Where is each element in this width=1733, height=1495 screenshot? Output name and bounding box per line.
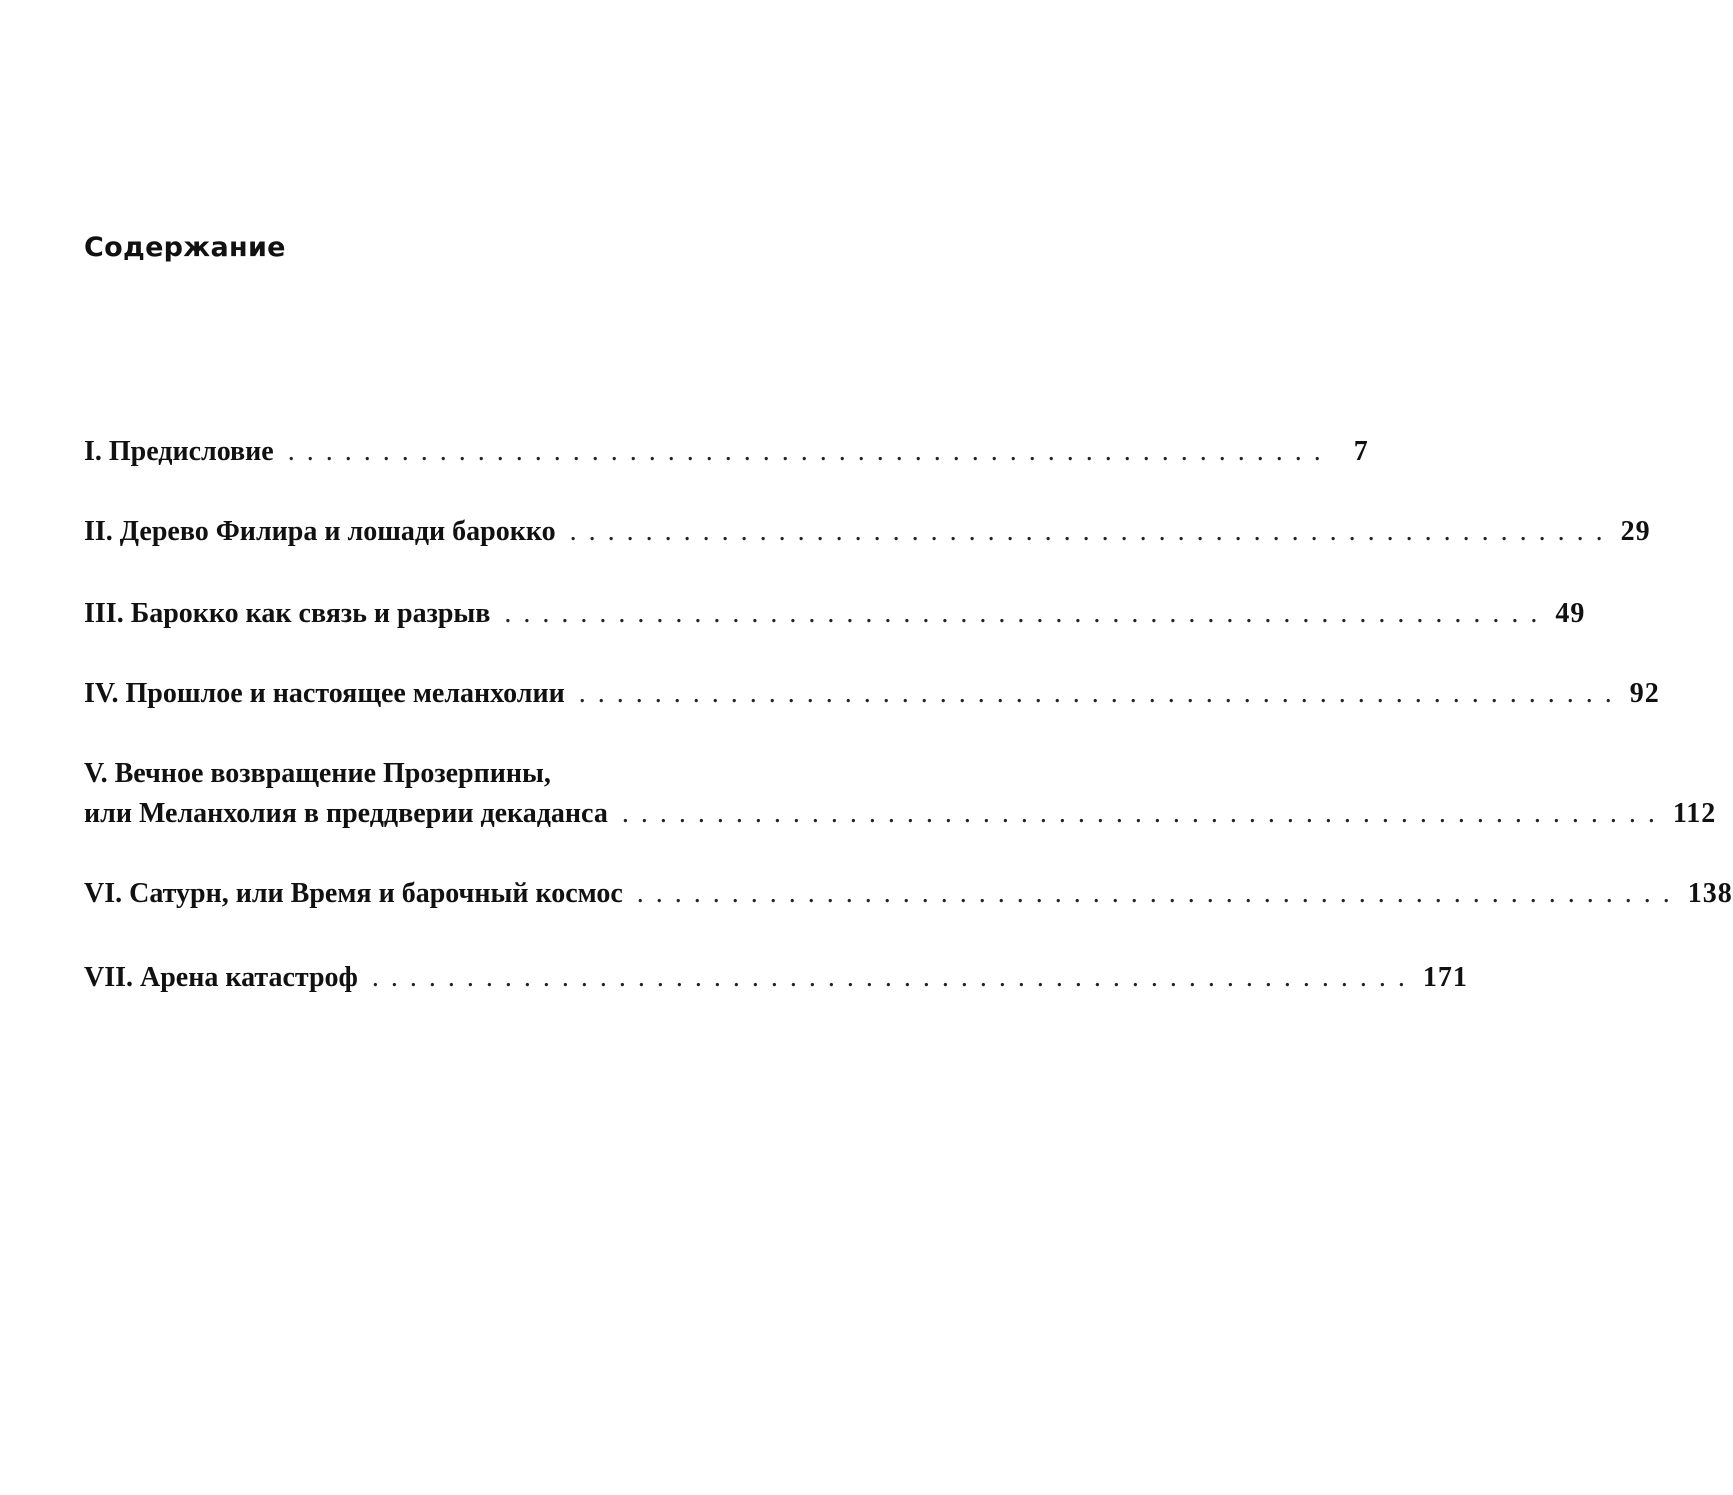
toc-entry-title: VII. Арена катастроф xyxy=(84,962,358,993)
toc-entry-line xyxy=(84,436,1369,476)
dot-leader: ....................................................... xyxy=(287,436,1333,467)
toc-entry-5[interactable] xyxy=(84,758,1717,838)
toc-entry-line xyxy=(84,962,1468,1002)
toc-entry-page: 112 xyxy=(1672,798,1717,829)
toc-entry-6[interactable] xyxy=(84,878,1733,918)
dot-leader: ....................................................... xyxy=(621,798,1667,829)
toc-entry-page: 92 xyxy=(1629,678,1660,709)
toc-entry-1[interactable] xyxy=(84,436,1369,476)
toc-entry-page: 7 xyxy=(1353,436,1369,467)
toc-entry-title-line2: или Меланхолия в преддверии декаданса xyxy=(84,798,608,829)
toc-entry-title: II. Дерево Филира и лошади барокко xyxy=(84,516,556,547)
toc-entry-title: I. Предисловие xyxy=(84,436,274,467)
toc-entry-3[interactable] xyxy=(84,598,1586,638)
toc-entry-title: VI. Сатурн, или Время и барочный космос xyxy=(84,878,623,909)
toc-entry-page: 49 xyxy=(1555,598,1586,629)
toc-heading: Содержание xyxy=(84,232,286,263)
toc-entry-2[interactable] xyxy=(84,516,1651,556)
toc-entry-line xyxy=(84,516,1651,556)
toc-entry-7[interactable] xyxy=(84,962,1468,1002)
dot-leader: ....................................................... xyxy=(504,598,1550,629)
toc-entry-title: IV. Прошлое и настоящее меланхолии xyxy=(84,678,565,709)
toc-entry-line xyxy=(84,878,1733,918)
toc-entry-page: 171 xyxy=(1422,962,1468,993)
dot-leader: ....................................................... xyxy=(636,878,1682,909)
toc-entry-page: 138 xyxy=(1687,878,1733,909)
toc-entry-page: 29 xyxy=(1620,516,1651,547)
toc-entry-line xyxy=(84,678,1660,718)
toc-entry-title: III. Барокко как связь и разрыв xyxy=(84,598,491,629)
dot-leader: ....................................................... xyxy=(569,516,1615,547)
toc-entry-title-line1: V. Вечное возвращение Прозерпины, xyxy=(84,758,551,789)
toc-entry-line xyxy=(84,798,1717,838)
dot-leader: ....................................................... xyxy=(371,962,1417,993)
toc-entry-4[interactable] xyxy=(84,678,1660,718)
toc-entry-line xyxy=(84,598,1586,638)
dot-leader: ....................................................... xyxy=(578,678,1624,709)
